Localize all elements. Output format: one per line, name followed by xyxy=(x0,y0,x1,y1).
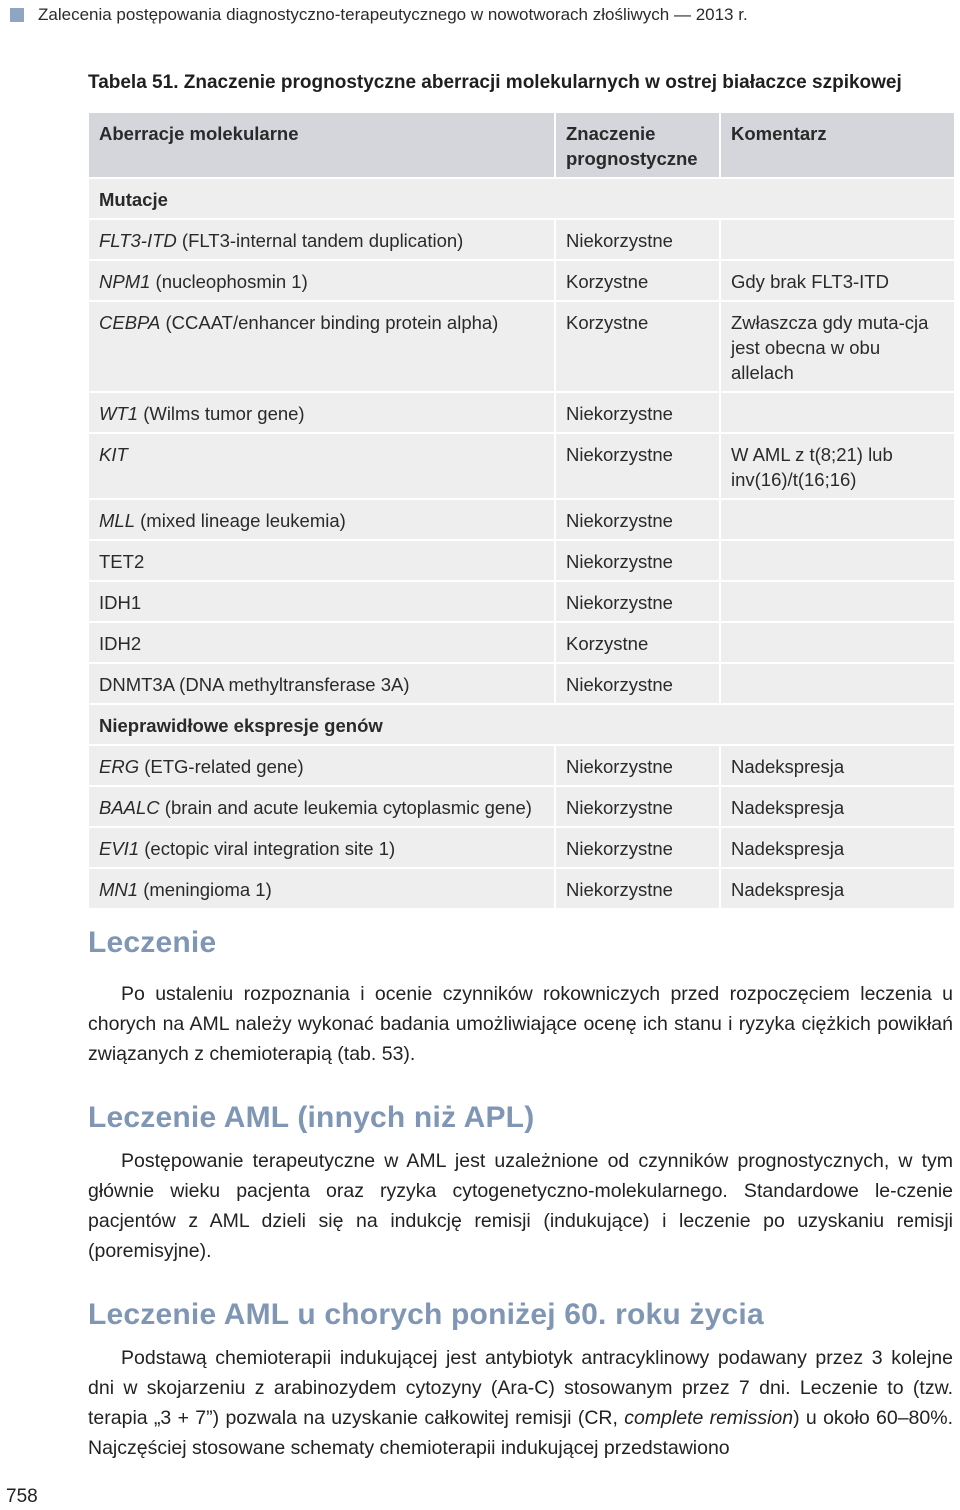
gene-description: (CCAAT/enhancer binding protein alpha) xyxy=(160,312,499,333)
aberration-cell xyxy=(88,433,555,499)
gene-name: WT1 xyxy=(99,403,139,424)
table-row xyxy=(88,260,955,301)
comment-cell xyxy=(720,581,955,622)
aberration-cell xyxy=(88,219,555,260)
prognosis-cell: Korzystne xyxy=(555,622,720,663)
italic-term: complete remission xyxy=(624,1407,794,1429)
aberration-cell xyxy=(88,260,555,301)
page-number: 758 xyxy=(6,1486,38,1507)
comment-cell: Gdy brak FLT3-ITD xyxy=(720,260,955,301)
gene-name: TET2 xyxy=(99,551,145,572)
running-header-text: Zalecenia postępowania diagnostyczno-terapeutycznego w nowotworach złośliwych — 2013 r. xyxy=(38,5,748,24)
gene-name: KIT xyxy=(99,444,128,465)
prognosis-cell: Niekorzystne xyxy=(555,499,720,540)
section-label: Mutacje xyxy=(88,178,955,219)
prognosis-cell: Niekorzystne xyxy=(555,827,720,868)
gene-description: (brain and acute leukemia cytoplasmic gene) xyxy=(159,797,532,818)
comment-cell: Zwłaszcza gdy muta-cja jest obecna w obu allelach xyxy=(720,301,955,392)
column-header: Aberracje molekularne xyxy=(88,112,555,178)
prognosis-cell: Niekorzystne xyxy=(555,663,720,704)
prognosis-cell: Niekorzystne xyxy=(555,433,720,499)
table-row xyxy=(88,622,955,663)
prognosis-cell: Niekorzystne xyxy=(555,581,720,622)
table-row xyxy=(88,868,955,909)
aberration-cell xyxy=(88,745,555,786)
comment-cell xyxy=(720,499,955,540)
molecular-aberrations-table xyxy=(87,111,956,910)
table-row xyxy=(88,581,955,622)
table-row xyxy=(88,301,955,392)
table-row xyxy=(88,219,955,260)
aberration-cell xyxy=(88,392,555,433)
prognosis-cell: Niekorzystne xyxy=(555,392,720,433)
gene-name: NPM1 xyxy=(99,271,151,292)
comment-cell xyxy=(720,540,955,581)
aberration-cell xyxy=(88,827,555,868)
comment-cell: Nadekspresja xyxy=(720,745,955,786)
table-row xyxy=(88,392,955,433)
comment-cell xyxy=(720,663,955,704)
gene-name: IDH1 xyxy=(99,592,142,613)
comment-cell xyxy=(720,622,955,663)
comment-cell: W AML z t(8;21) lub inv(16)/t(16;16) xyxy=(720,433,955,499)
prognosis-cell: Niekorzystne xyxy=(555,786,720,827)
section-title: Leczenie xyxy=(88,926,217,959)
gene-name: ERG xyxy=(99,756,140,777)
gene-description: (mixed lineage leukemia) xyxy=(135,510,346,531)
gene-description: (ectopic viral integration site 1) xyxy=(139,838,396,859)
aberration-cell xyxy=(88,786,555,827)
table-row xyxy=(88,540,955,581)
column-header: Znaczenie prognostyczne xyxy=(555,112,720,178)
table-caption: Tabela 51. Znaczenie prognostyczne aberracji molekularnych w ostrej białaczce szpikowej xyxy=(88,72,902,93)
section-title: Leczenie AML (innych niż APL) xyxy=(88,1101,535,1134)
aberration-cell xyxy=(88,301,555,392)
table-row xyxy=(88,433,955,499)
comment-cell: Nadekspresja xyxy=(720,868,955,909)
table-row xyxy=(88,663,955,704)
paragraph: Postępowanie terapeutyczne w AML jest uzależnione od czynników prognostycznych, w tym głównie wieku pacjenta oraz ryzyka cytogenetyczno-molekularnego. Standardowe le-czenie pacjentów z AML dzieli się na indukcję remisji (indukujące) i leczenie po uzyskaniu remisji (poremisyjne). xyxy=(88,1150,953,1262)
table-row xyxy=(88,827,955,868)
paragraph: Po ustaleniu rozpoznania i ocenie czynników rokowniczych przed rozpoczęciem leczenia u chorych na AML należy wykonać badania umożliwiające ocenę ich stanu i ryzyka ciężkich powikłań związanych z chemioterapią (tab. 53). xyxy=(88,983,953,1065)
aberration-cell xyxy=(88,499,555,540)
gene-name: IDH2 xyxy=(99,633,142,654)
column-header: Komentarz xyxy=(720,112,955,178)
table-row xyxy=(88,786,955,827)
prognosis-cell: Korzystne xyxy=(555,301,720,392)
gene-description: (nucleophosmin 1) xyxy=(150,271,308,292)
prognosis-cell: Niekorzystne xyxy=(555,219,720,260)
comment-cell: Nadekspresja xyxy=(720,827,955,868)
section-row-expression xyxy=(88,704,955,745)
paragraph: Podstawą chemioterapii indukującej jest antybiotyk antracyklinowy podawany przez 3 kolejne dni w skojarzeniu z arabinozydem cytozyny (Ara-C) stosowanym przez 7 dni. Leczenie to (tzw. terapia „3 + 7”) pozwala na uzyskanie całkowitej remisji (CR, complete remission) u około 60–80%. Najczęściej stosowane schematy chemioterapii indukującej przedstawiono xyxy=(88,1347,953,1459)
section-row-mutations xyxy=(88,178,955,219)
header-square-icon xyxy=(10,8,24,22)
comment-cell: Nadekspresja xyxy=(720,786,955,827)
table-row xyxy=(88,745,955,786)
gene-name: DNMT3A xyxy=(99,674,175,695)
gene-description: (ETG-related gene) xyxy=(139,756,304,777)
aberration-cell xyxy=(88,622,555,663)
comment-cell xyxy=(720,219,955,260)
aberration-cell xyxy=(88,663,555,704)
running-header xyxy=(10,4,748,26)
gene-name: FLT3-ITD xyxy=(99,230,177,251)
prognosis-cell: Niekorzystne xyxy=(555,540,720,581)
aberration-cell xyxy=(88,540,555,581)
gene-name: EVI1 xyxy=(99,838,140,859)
gene-name: CEBPA xyxy=(99,312,161,333)
gene-name: MN1 xyxy=(99,879,139,900)
comment-cell xyxy=(720,392,955,433)
aberration-cell xyxy=(88,581,555,622)
section-title: Leczenie AML u chorych poniżej 60. roku życia xyxy=(88,1298,764,1331)
table-row xyxy=(88,499,955,540)
gene-description: (FLT3-internal tandem duplication) xyxy=(176,230,464,251)
gene-name: BAALC xyxy=(99,797,160,818)
prognosis-cell: Niekorzystne xyxy=(555,745,720,786)
prognosis-cell: Korzystne xyxy=(555,260,720,301)
gene-description: (meningioma 1) xyxy=(138,879,272,900)
gene-description: (DNA methyltransferase 3A) xyxy=(174,674,410,695)
aberration-cell xyxy=(88,868,555,909)
section-label: Nieprawidłowe ekspresje genów xyxy=(88,704,955,745)
gene-description: (Wilms tumor gene) xyxy=(138,403,305,424)
prognosis-cell: Niekorzystne xyxy=(555,868,720,909)
table-header-row xyxy=(88,112,955,178)
gene-name: MLL xyxy=(99,510,135,531)
